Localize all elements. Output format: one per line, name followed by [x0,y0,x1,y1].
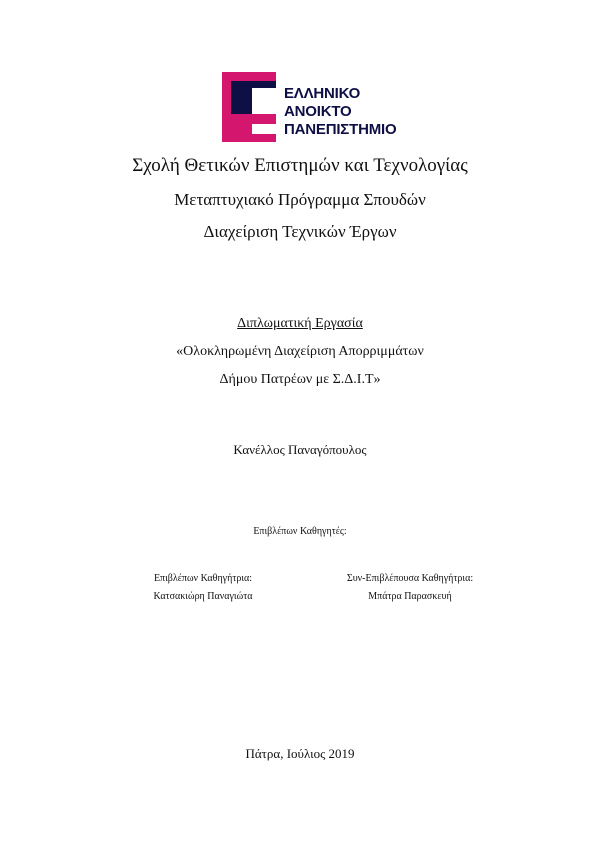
co-supervisor-label: Συν-Επιβλέπουσα Καθηγήτρια: [346,573,474,584]
school-name: Σχολή Θετικών Επιστημών και Τεχνολογίας [132,155,468,176]
place-date: Πάτρα, Ιούλιος 2019 [245,746,355,761]
thesis-title-line-1: «Ολοκληρωμένη Διαχείριση Απορριμμάτων [176,344,424,359]
university-logo [222,72,422,142]
logo-line-3: ΠΑΝΕΠΙΣΤΗΜΙΟ [284,121,397,138]
thesis-title-line-2: Δήμου Πατρέων με Σ.Δ.Ι.Τ» [219,372,381,387]
logo-text [284,85,396,139]
thesis-type: Διπλωματική Εργασία [237,316,363,331]
author-name: Κανέλλος Παναγόπουλος [233,442,367,457]
main-supervisor-label: Επιβλέπων Καθηγήτρια: [153,573,253,584]
main-supervisor-name: Κατσακιώρη Παναγιώτα [153,591,253,602]
program-name: Μεταπτυχιακό Πρόγραμμα Σπουδών [174,190,426,209]
supervisors-heading: Επιβλέπων Καθηγητές: [253,526,347,537]
logo-line-2: ΑΝΟΙΚΤΟ [284,103,352,120]
logo-line-1: ΕΛΛΗΝΙΚΟ [284,85,361,102]
logo-mark-icon [222,72,284,142]
co-supervisor-name: Μπάτρα Παρασκευή [368,591,452,602]
specialization-name: Διαχείριση Τεχνικών Έργων [203,222,397,241]
